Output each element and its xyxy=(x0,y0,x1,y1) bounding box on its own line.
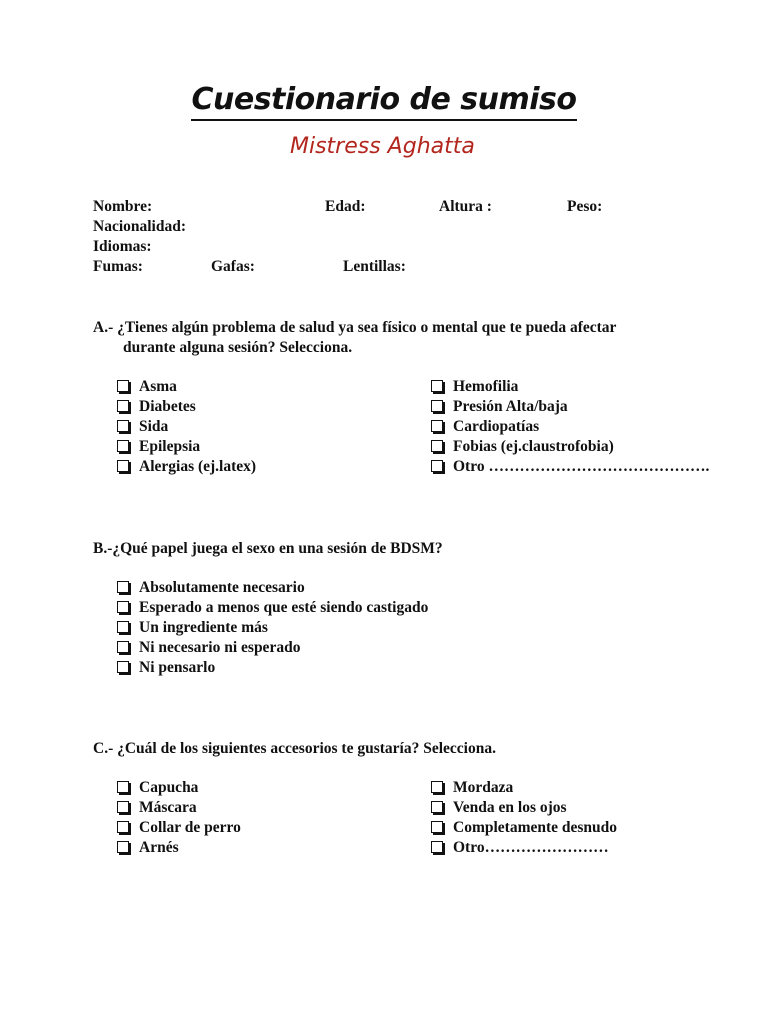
option-asma[interactable] xyxy=(117,377,256,397)
field-gafas: Gafas: xyxy=(211,258,255,275)
checkbox-icon[interactable] xyxy=(117,380,129,392)
option-label: Capucha xyxy=(139,779,199,796)
checkbox-icon[interactable] xyxy=(117,440,129,452)
question-b: B.-¿Qué papel juega el sexo en una sesión de BDSM? xyxy=(93,540,443,557)
option-venda[interactable] xyxy=(431,798,617,818)
option-label: Mordaza xyxy=(453,779,514,796)
option-label: Ni necesario ni esperado xyxy=(139,639,301,656)
field-nacionalidad: Nacionalidad: xyxy=(93,218,187,235)
section-a-left-list xyxy=(117,377,256,477)
option-label: Sida xyxy=(139,418,169,435)
checkbox-icon[interactable] xyxy=(117,841,129,853)
checkbox-icon[interactable] xyxy=(117,621,129,633)
document-subtitle: Mistress Aghatta xyxy=(290,134,475,159)
option-epilepsia[interactable] xyxy=(117,437,256,457)
checkbox-icon[interactable] xyxy=(117,801,129,813)
option-otro-c[interactable] xyxy=(431,838,617,858)
option-label: Cardiopatías xyxy=(453,418,540,435)
field-fumas: Fumas: xyxy=(93,258,143,275)
question-c: C.- ¿Cuál de los siguientes accesorios te gustaría? Selecciona. xyxy=(93,740,496,757)
option-absolutamente-necesario[interactable] xyxy=(117,578,428,598)
option-label: Presión Alta/baja xyxy=(453,398,568,415)
checkbox-icon[interactable] xyxy=(431,440,443,452)
checkbox-icon[interactable] xyxy=(431,380,443,392)
option-label: Otro ……………………………………. xyxy=(453,458,710,475)
option-diabetes[interactable] xyxy=(117,397,256,417)
option-label: Esperado a menos que esté siendo castigado xyxy=(139,599,429,616)
option-mascara[interactable] xyxy=(117,798,241,818)
checkbox-icon[interactable] xyxy=(117,460,129,472)
field-idiomas: Idiomas: xyxy=(93,238,152,255)
checkbox-icon[interactable] xyxy=(431,821,443,833)
option-label: Un ingrediente más xyxy=(139,619,268,636)
option-label: Ni pensarlo xyxy=(139,659,216,676)
checkbox-icon[interactable] xyxy=(117,420,129,432)
checkbox-icon[interactable] xyxy=(117,641,129,653)
option-collar[interactable] xyxy=(117,818,241,838)
option-label: Absolutamente necesario xyxy=(139,579,305,596)
checkbox-icon[interactable] xyxy=(431,841,443,853)
option-ingrediente[interactable] xyxy=(117,618,428,638)
option-label: Máscara xyxy=(139,799,197,816)
section-c-right-list xyxy=(431,778,617,858)
checkbox-icon[interactable] xyxy=(431,400,443,412)
option-mordaza[interactable] xyxy=(431,778,617,798)
option-alergias[interactable] xyxy=(117,457,256,477)
option-label: Completamente desnudo xyxy=(453,819,618,836)
document-title: Cuestionario de sumiso xyxy=(0,82,768,117)
checkbox-icon[interactable] xyxy=(117,581,129,593)
checkbox-icon[interactable] xyxy=(431,460,443,472)
option-ni-necesario[interactable] xyxy=(117,638,428,658)
option-label: Otro…………………… xyxy=(453,839,609,856)
question-a-line2: durante alguna sesión? Selecciona. xyxy=(123,339,353,356)
option-cardiopatias[interactable] xyxy=(431,417,709,437)
checkbox-icon[interactable] xyxy=(117,661,129,673)
option-label: Venda en los ojos xyxy=(453,799,567,816)
checkbox-icon[interactable] xyxy=(117,781,129,793)
question-a xyxy=(93,318,616,358)
checkbox-icon[interactable] xyxy=(431,801,443,813)
option-hemofilia[interactable] xyxy=(431,377,709,397)
field-peso: Peso: xyxy=(567,198,603,215)
checkbox-icon[interactable] xyxy=(117,821,129,833)
field-altura: Altura : xyxy=(439,198,492,215)
field-lentillas: Lentillas: xyxy=(343,258,406,275)
option-label: Epilepsia xyxy=(139,438,201,455)
option-arnes[interactable] xyxy=(117,838,241,858)
question-a-line1: A.- ¿Tienes algún problema de salud ya sea físico o mental que te pueda afectar xyxy=(93,319,617,336)
option-sida[interactable] xyxy=(117,417,256,437)
field-edad: Edad: xyxy=(325,198,366,215)
option-capucha[interactable] xyxy=(117,778,241,798)
checkbox-icon[interactable] xyxy=(431,781,443,793)
section-a-right-list xyxy=(431,377,709,477)
option-label: Alergias (ej.latex) xyxy=(139,458,257,475)
option-label: Diabetes xyxy=(139,398,196,415)
option-esperado[interactable] xyxy=(117,598,428,618)
option-label: Asma xyxy=(139,378,177,395)
section-c-left-list xyxy=(117,778,241,858)
field-nombre: Nombre: xyxy=(93,198,153,215)
option-presion[interactable] xyxy=(431,397,709,417)
section-b-list xyxy=(117,578,428,678)
option-desnudo[interactable] xyxy=(431,818,617,838)
option-label: Arnés xyxy=(139,839,179,856)
option-ni-pensarlo[interactable] xyxy=(117,658,428,678)
option-fobias[interactable] xyxy=(431,437,709,457)
option-label: Collar de perro xyxy=(139,819,241,836)
option-label: Fobias (ej.claustrofobia) xyxy=(453,438,614,455)
option-label: Hemofilia xyxy=(453,378,519,395)
checkbox-icon[interactable] xyxy=(117,601,129,613)
checkbox-icon[interactable] xyxy=(431,420,443,432)
checkbox-icon[interactable] xyxy=(117,400,129,412)
option-otro-a[interactable] xyxy=(431,457,709,477)
